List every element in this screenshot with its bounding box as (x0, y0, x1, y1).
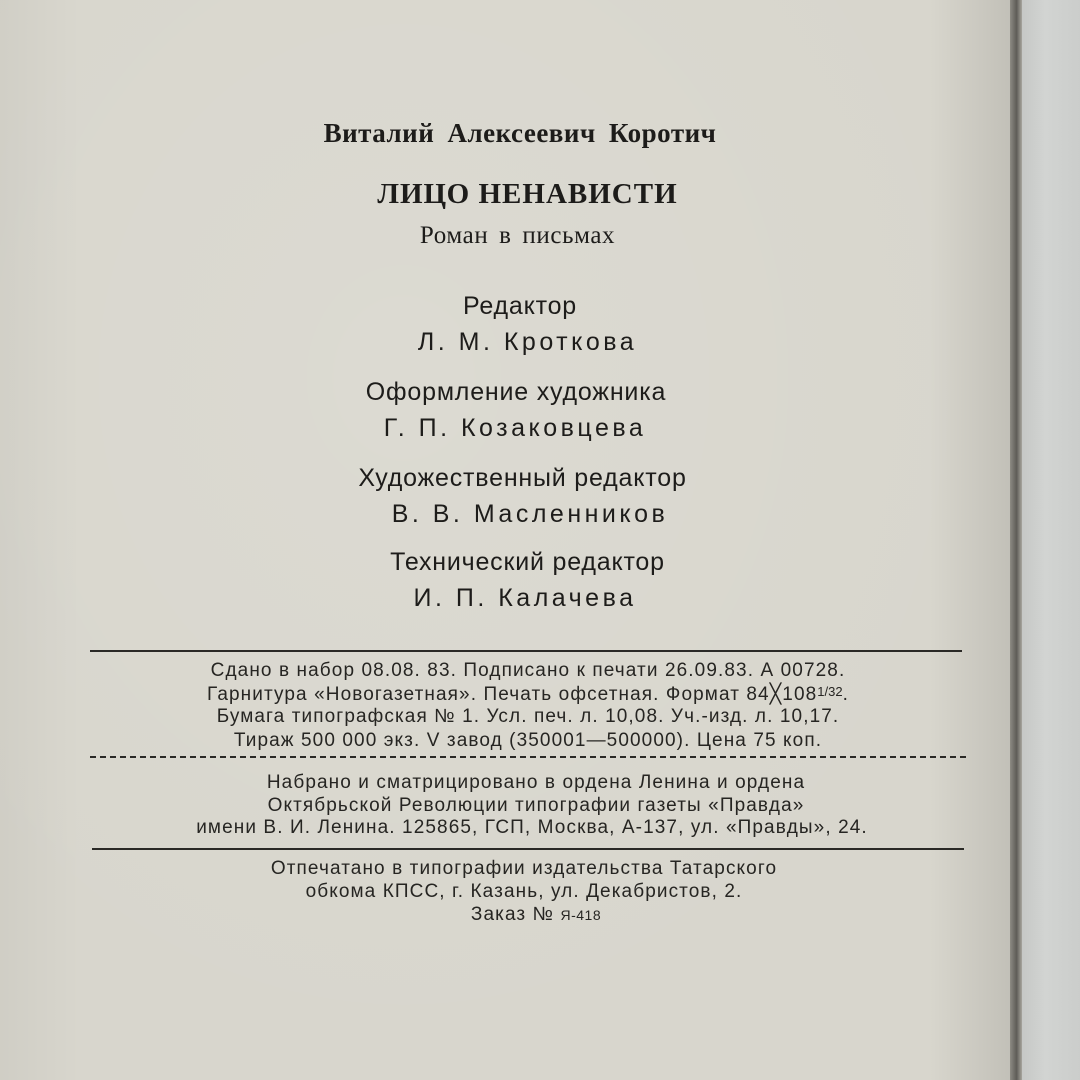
format-times-sign: ╳ (769, 684, 783, 705)
format-fraction: 1/32 (817, 684, 843, 699)
order-number: Я-418 (560, 907, 602, 923)
publication-line-4: Тираж 500 000 экз. V завод (350001—500000). Цена 75 коп. (233, 730, 823, 751)
divider-bottom (92, 848, 964, 850)
book-subtitle: Роман в письмах (419, 222, 616, 249)
credit-name-tech-editor: И. П. Калачева (413, 584, 637, 612)
author-name: Виталий Алексеевич Коротич (323, 118, 717, 148)
credit-role-art-editor: Художественный редактор (358, 464, 687, 492)
credit-role-editor: Редактор (462, 292, 578, 320)
publication-line-2-text: Гарнитура «Новогазетная». Печать офсетная. Формат 84 (207, 684, 770, 705)
order-line (96, 904, 976, 926)
order-label: Заказ № (470, 904, 555, 925)
divider-middle (90, 756, 966, 758)
divider-top (90, 650, 962, 652)
credit-name-art-editor: В. В. Масленников (391, 500, 669, 528)
book-title: ЛИЦО НЕНАВИСТИ (377, 178, 678, 210)
publication-line-1: Сдано в набор 08.08. 83. Подписано к печати 26.09.83. А 00728. (210, 660, 846, 681)
typesetting-line-1: Набрано и сматрицировано в ордена Ленина и ордена (266, 772, 806, 793)
typesetting-line-2: Октябрьской Революции типографии газеты «Правда» (267, 795, 805, 816)
book-spine-gutter (1010, 0, 1022, 1080)
typesetting-line-3: имени В. И. Ленина. 125865, ГСП, Москва, А-137, ул. «Правды», 24. (196, 817, 868, 838)
publication-line-2 (88, 683, 968, 706)
publication-line-3: Бумага типографская № 1. Усл. печ. л. 10,08. Уч.-изд. л. 10,17. (216, 706, 840, 727)
publication-line-2-end: . (842, 684, 849, 705)
credit-role-tech-editor: Технический редактор (390, 548, 665, 576)
credit-name-designer: Г. П. Козаковцева (383, 414, 647, 442)
credit-name-editor: Л. М. Кроткова (417, 328, 638, 356)
credit-role-designer: Оформление художника (365, 378, 667, 406)
adjacent-page-edge (1022, 0, 1080, 1080)
printing-line-1: Отпечатано в типографии издательства Татарского (270, 858, 778, 879)
printing-line-2: обкома КПСС, г. Казань, ул. Декабристов, 2. (305, 881, 743, 902)
format-size: 108 (782, 684, 818, 705)
